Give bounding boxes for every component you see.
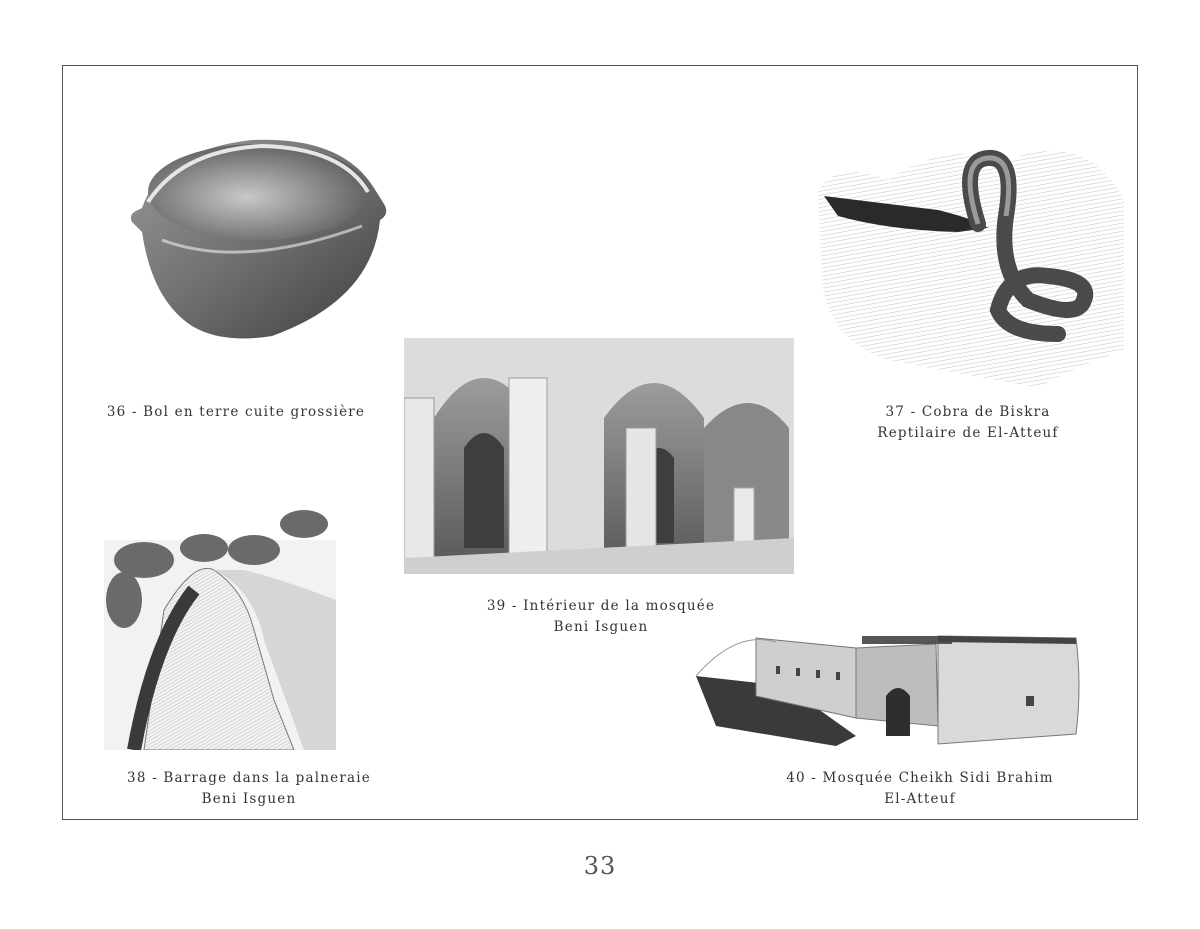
- illustration-cobra: [808, 120, 1130, 388]
- illustration-mosque-interior: [404, 338, 794, 574]
- caption-plate-36: [100, 402, 372, 423]
- illustration-mosque-cheikh-sidi-brahim: [676, 626, 1120, 766]
- caption-line-1: 39 - Intérieur de la mosquée: [486, 598, 716, 614]
- caption-plate-38: [118, 768, 380, 810]
- caption-line-1: 40 - Mosquée Cheikh Sidi Brahim: [786, 770, 1054, 786]
- caption-line-1: 38 - Barrage dans la palneraie: [127, 770, 371, 786]
- caption-line-2: Beni Isguen: [553, 619, 649, 635]
- caption-line-1: 36 - Bol en terre cuite grossière: [106, 404, 366, 420]
- page-number: 33: [583, 852, 617, 880]
- caption-line-2: El-Atteuf: [884, 791, 956, 807]
- caption-plate-37: [858, 402, 1078, 444]
- caption-line-1: 37 - Cobra de Biskra: [885, 404, 1051, 420]
- caption-line-2: Reptilaire de El-Atteuf: [877, 425, 1059, 441]
- illustration-bowl: [122, 130, 390, 345]
- illustration-dam-palm-grove: [104, 500, 336, 750]
- caption-line-2: Beni Isguen: [201, 791, 297, 807]
- caption-plate-40: [770, 768, 1070, 810]
